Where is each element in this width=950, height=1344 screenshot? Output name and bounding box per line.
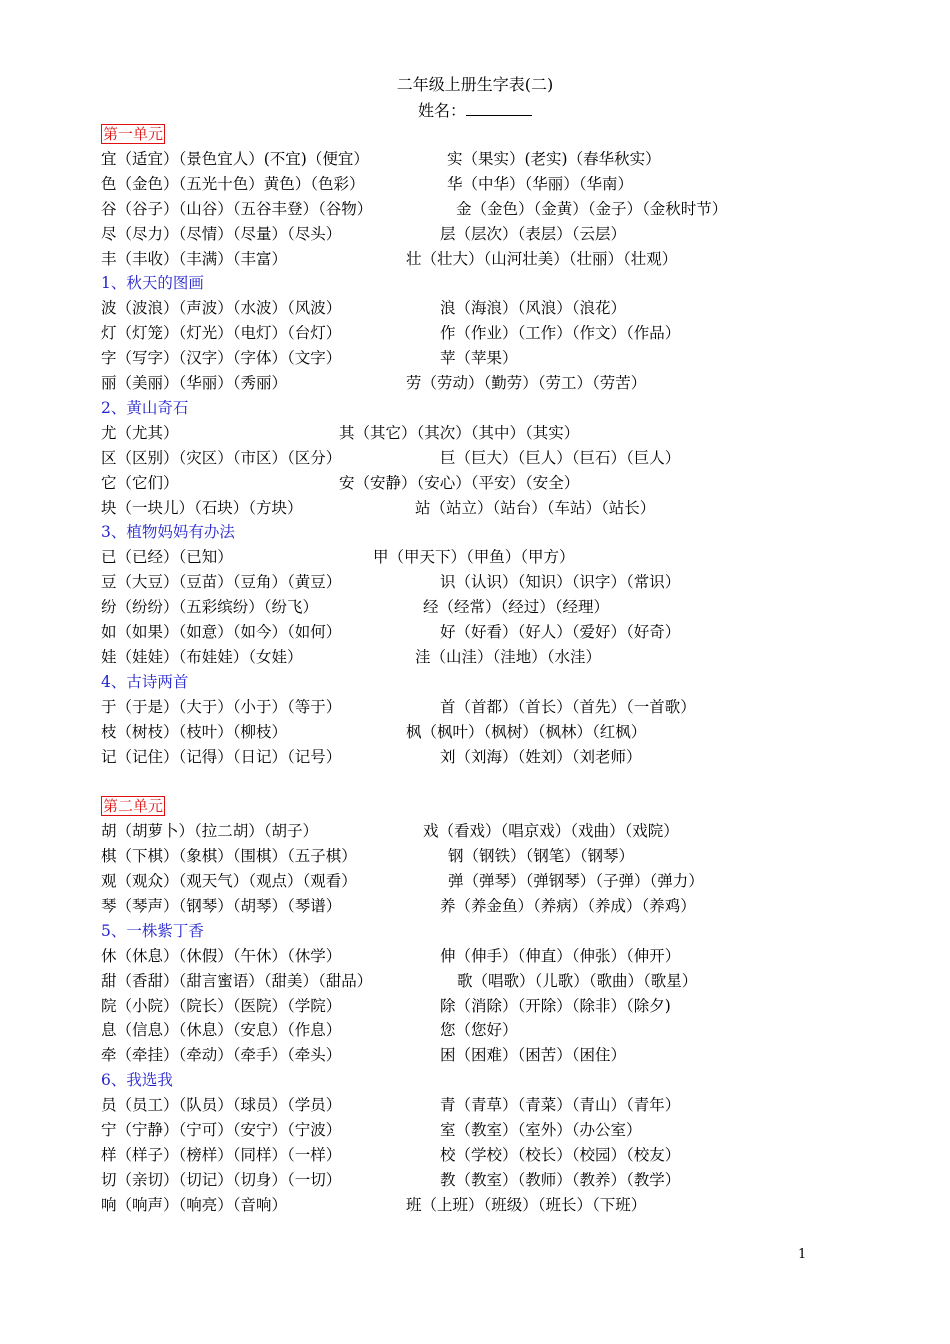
vocab-entry-right: 室（教室）（室外）（办公室） xyxy=(440,1121,642,1139)
vocab-entry-right: 首（首都）（首长）（首先）（一首歌） xyxy=(440,698,696,716)
vocab-entry-left: 记（记住）（记得）（日记）（记号） xyxy=(101,748,342,766)
vocab-row xyxy=(101,1193,647,1217)
lesson-heading-row xyxy=(101,396,188,420)
vocab-entry-left: 观（观众）（观天气）（观点）（观看） xyxy=(101,872,357,890)
vocab-entry-left: 块（一块儿）（石块）（方块） xyxy=(101,499,303,517)
name-label: 姓名： xyxy=(417,101,466,120)
vocab-entry-right: 枫（枫叶）（枫树）（枫林）（红枫） xyxy=(406,723,647,741)
unit-heading-row xyxy=(101,122,165,146)
vocab-entry-left: 已（已经）（已知） xyxy=(101,548,233,566)
vocab-entry-right: 教（教室）（教师）（教养）（教学） xyxy=(440,1171,681,1189)
vocab-entry-right: 歌（唱歌）（儿歌）（歌曲）（歌星） xyxy=(457,972,698,990)
vocab-entry-right: 苹（苹果） xyxy=(440,349,518,367)
vocab-entry-right: 华（中华）（华丽）（华南） xyxy=(447,175,634,193)
vocab-entry-left: 豆（大豆）（豆苗）（豆角）（黄豆） xyxy=(101,573,342,591)
vocab-entry-left: 如（如果）（如意）（如今）（如何） xyxy=(101,623,342,641)
name-field-row xyxy=(0,99,950,122)
vocab-row xyxy=(101,421,580,445)
lesson-heading-row xyxy=(101,1068,173,1092)
vocab-entry-right: 校（学校）（校长）（校园）（校友） xyxy=(440,1146,681,1164)
vocab-row xyxy=(101,371,647,395)
vocab-entry-right: 班（上班）（班级）（班长）（下班） xyxy=(406,1196,647,1214)
vocab-entry-right: 伸（伸手）（伸直）（伸张）（伸开） xyxy=(440,947,681,965)
vocab-entry-right: 青（青草）（青菜）（青山）（青年） xyxy=(440,1096,681,1114)
unit-heading: 第二单元 xyxy=(103,797,164,815)
vocab-row xyxy=(101,994,671,1018)
vocab-row xyxy=(101,869,704,893)
vocab-entry-right: 除（消除）（开除）（除非）（除夕) xyxy=(440,997,671,1015)
vocab-entry-left: 牵（牵挂）（牵动）（牵手）（牵头） xyxy=(101,1046,342,1064)
lesson-heading: 3、植物妈妈有办法 xyxy=(101,523,235,541)
vocab-entry-right: 刘（刘海）（姓刘）（刘老师） xyxy=(440,748,642,766)
vocab-entry-right: 好（好看）（好人）（爱好）（好奇） xyxy=(440,623,681,641)
vocab-entry-left: 字（写字）（汉字）（字体）（文字） xyxy=(101,349,342,367)
vocab-entry-left: 丽（美丽）（华丽）（秀丽） xyxy=(101,374,288,392)
vocab-entry-left: 甜（香甜）（甜言蜜语）（甜美）（甜品） xyxy=(101,972,373,990)
vocab-entry-right: 经（经常）（经过）（经理） xyxy=(423,598,610,616)
lesson-heading: 2、黄山奇石 xyxy=(101,399,189,417)
lesson-heading: 5、一株紫丁香 xyxy=(101,922,204,940)
vocab-entry-left: 棋（下棋）（象棋）（围棋）（五子棋） xyxy=(101,847,357,865)
lesson-heading: 4、古诗两首 xyxy=(101,673,189,691)
vocab-entry-right: 您（您好） xyxy=(440,1021,518,1039)
vocab-entry-left: 区（区别）（灾区）（市区）（区分） xyxy=(101,449,342,467)
name-blank-line[interactable] xyxy=(466,99,532,116)
vocab-row xyxy=(101,720,647,744)
vocab-entry-left: 谷（谷子）（山谷）（五谷丰登）（谷物） xyxy=(101,200,373,218)
vocab-row xyxy=(101,645,602,669)
vocab-row xyxy=(101,745,642,769)
unit-heading: 第一单元 xyxy=(103,125,164,143)
vocab-row xyxy=(101,247,678,271)
vocab-entry-left: 于（于是）（大于）（小于）（等于） xyxy=(101,698,342,716)
vocab-row xyxy=(101,1043,627,1067)
vocab-entry-left: 尤（尤其） xyxy=(101,424,179,442)
vocab-entry-right: 弹（弹琴）（弹钢琴）（子弹）（弹力） xyxy=(448,872,704,890)
vocab-row xyxy=(101,1093,681,1117)
vocab-row xyxy=(101,570,681,594)
vocab-entry-right: 其（其它）（其次）（其中）（其实） xyxy=(339,424,580,442)
vocab-row xyxy=(101,1118,642,1142)
vocab-entry-right: 洼（山洼）（洼地）（水洼） xyxy=(415,648,602,666)
vocab-entry-left: 宜（适宜）（景色宜人）(不宜)（便宜） xyxy=(101,150,369,168)
vocab-entry-right: 甲（甲天下）（甲鱼）（甲方） xyxy=(373,548,575,566)
vocab-entry-right: 安（安静）（安心）（平安）（安全） xyxy=(339,474,580,492)
vocab-entry-right: 金（金色）（金黄）（金子）（金秋时节） xyxy=(456,200,728,218)
vocab-entry-left: 员（员工）（队员）（球员）（学员） xyxy=(101,1096,342,1114)
vocab-entry-left: 丰（丰收）（丰满）（丰富） xyxy=(101,250,288,268)
vocab-entry-right: 戏（看戏）（唱京戏）（戏曲）（戏院） xyxy=(423,822,679,840)
vocab-entry-left: 琴（琴声）（钢琴）（胡琴）（琴谱） xyxy=(101,897,342,915)
vocab-row xyxy=(101,471,580,495)
vocab-entry-right: 钢（钢铁）（钢笔）（钢琴） xyxy=(448,847,635,865)
lesson-heading-row xyxy=(101,919,204,943)
lesson-heading-row xyxy=(101,271,204,295)
vocab-entry-left: 样（样子）（榜样）（同样）（一样） xyxy=(101,1146,342,1164)
vocab-entry-left: 切（亲切）（切记）（切身）（一切） xyxy=(101,1171,342,1189)
vocab-entry-left: 胡（胡萝卜）（拉二胡）（胡子） xyxy=(101,822,319,840)
vocab-entry-left: 色（金色）（五光十色）黄色）（色彩） xyxy=(101,175,365,193)
vocab-entry-left: 它（它们） xyxy=(101,474,179,492)
vocab-row xyxy=(101,496,656,520)
vocab-entry-right: 站（站立）（站台）（车站）（站长） xyxy=(415,499,656,517)
lesson-heading-row xyxy=(101,520,235,544)
vocab-row xyxy=(101,819,679,843)
vocab-row xyxy=(101,545,575,569)
vocab-entry-left: 娃（娃娃）（布娃娃）（女娃） xyxy=(101,648,303,666)
vocab-entry-right: 巨（巨大）（巨人）（巨石）（巨人） xyxy=(440,449,681,467)
vocab-row xyxy=(101,222,627,246)
vocab-row xyxy=(101,147,661,171)
vocab-entry-right: 作（作业）（工作）（作文）（作品） xyxy=(440,324,681,342)
lesson-heading-row xyxy=(101,670,188,694)
vocab-entry-left: 灯（灯笼）（灯光）（电灯）（台灯） xyxy=(101,324,342,342)
unit-heading-row xyxy=(101,794,165,818)
vocab-row xyxy=(101,446,681,470)
vocab-entry-left: 枝（树枝）（枝叶）（柳枝） xyxy=(101,723,288,741)
vocab-row xyxy=(101,620,681,644)
vocab-row xyxy=(101,944,681,968)
vocab-entry-left: 宁（宁静）（宁可）（安宁）（宁波） xyxy=(101,1121,342,1139)
vocab-entry-right: 浪（海浪）（风浪）（浪花） xyxy=(440,299,627,317)
vocab-entry-left: 尽（尽力）（尽情）（尽量）（尽头） xyxy=(101,225,342,243)
vocab-entry-right: 识（认识）（知识）（识字）（常识） xyxy=(440,573,681,591)
lesson-heading: 1、秋天的图画 xyxy=(101,274,204,292)
vocab-entry-left: 院（小院）（院长）（医院）（学院） xyxy=(101,997,342,1015)
vocab-entry-left: 休（休息）（休假）（午休）（休学） xyxy=(101,947,342,965)
vocab-row xyxy=(101,296,627,320)
page-title: 二年级上册生字表(二) xyxy=(396,75,554,94)
vocab-row xyxy=(101,321,681,345)
vocab-row xyxy=(101,844,635,868)
vocab-entry-right: 劳（劳动）（勤劳）（劳工）（劳苦） xyxy=(406,374,647,392)
vocab-entry-right: 层（层次）（表层）（云层） xyxy=(440,225,627,243)
vocab-row xyxy=(101,346,518,370)
vocab-row xyxy=(101,172,634,196)
page-number: 1 xyxy=(798,1247,807,1262)
vocab-row xyxy=(101,197,728,221)
vocab-row xyxy=(101,1018,518,1042)
vocab-entry-right: 养（养金鱼）（养病）（养成）（养鸡） xyxy=(440,897,696,915)
vocab-row xyxy=(101,595,610,619)
vocab-entry-left: 纷（纷纷）（五彩缤纷）（纷飞） xyxy=(101,598,319,616)
vocab-entry-left: 响（响声）（响亮）（音响） xyxy=(101,1196,288,1214)
vocab-entry-left: 息（信息）（休息）（安息）（作息） xyxy=(101,1021,342,1039)
vocab-row xyxy=(101,695,696,719)
vocab-entry-left: 波（波浪）（声波）（水波）（风波） xyxy=(101,299,342,317)
vocab-row xyxy=(101,894,696,918)
vocab-entry-right: 壮（壮大）（山河壮美）（壮丽）（壮观） xyxy=(406,250,678,268)
vocab-row xyxy=(101,1168,681,1192)
lesson-heading: 6、我选我 xyxy=(101,1071,173,1089)
vocab-row xyxy=(101,969,698,993)
vocab-row xyxy=(101,1143,681,1167)
vocab-entry-right: 困（困难）（困苦）（困住） xyxy=(440,1046,627,1064)
vocab-entry-right: 实（果实）(老实)（春华秋实） xyxy=(447,150,661,168)
